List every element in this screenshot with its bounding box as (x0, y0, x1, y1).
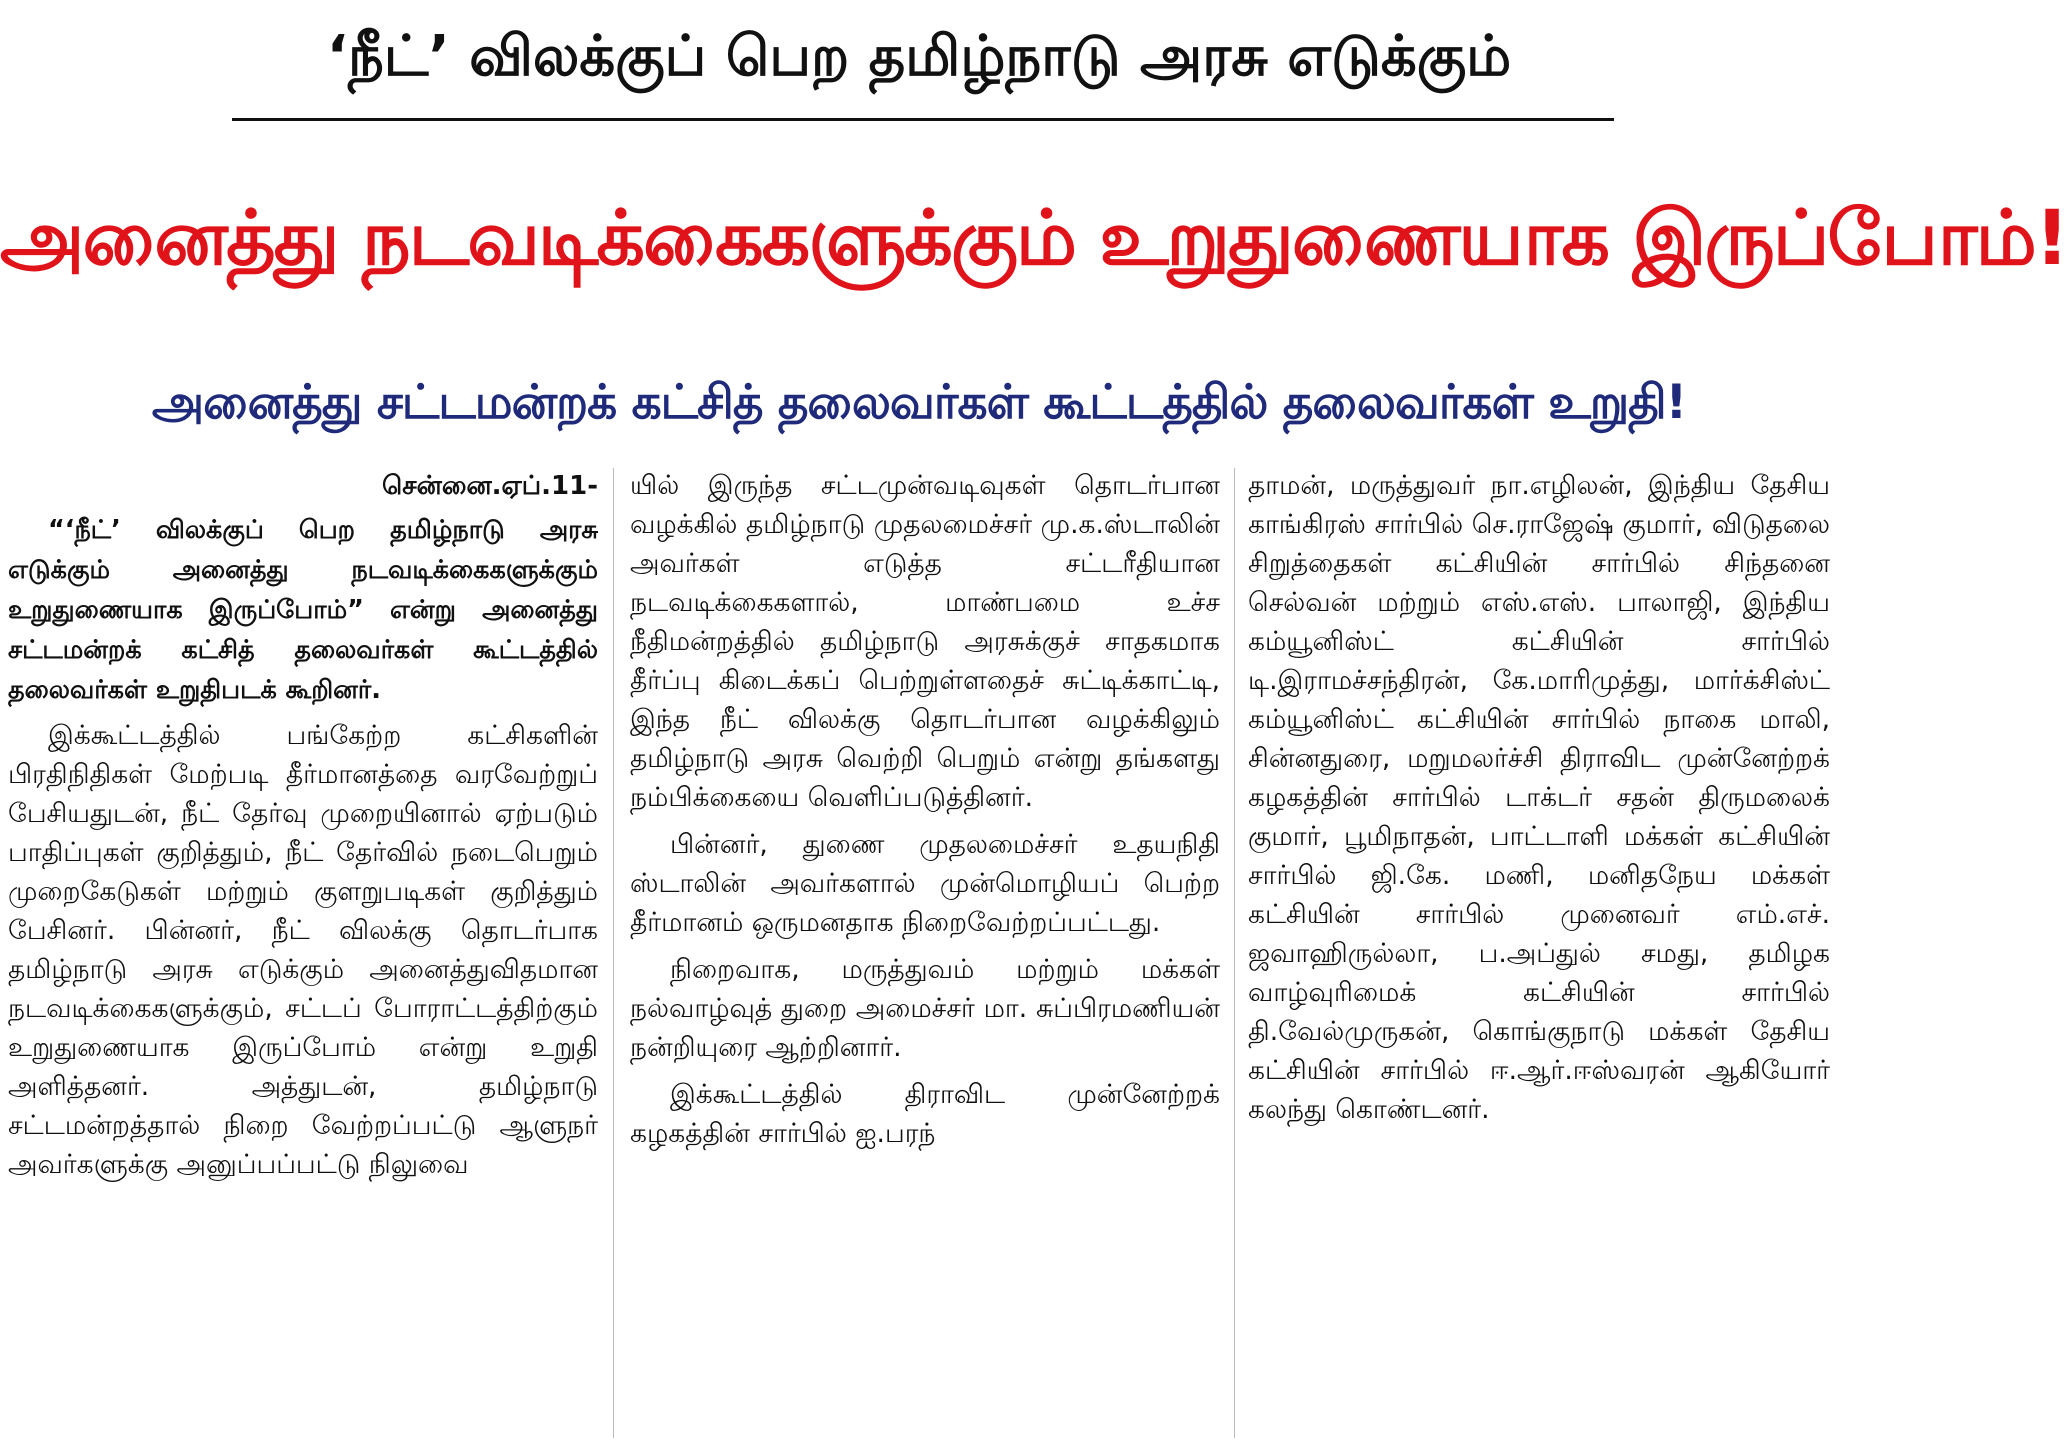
article-paragraph: இக்கூட்டத்தில் பங்கேற்ற கட்சிகளின் பிரதிநிதிகள் மேற்படி தீர்மானத்தை வரவேற்றுப் பேசியதுடன், நீட் தேர்வு முறையினால் ஏற்படும் பாதிப்புகள் குறித்தும், நீட் தேர்வில் நடைபெறும் முறைகேடுகள் மற்றும் குளறுபடிகள் குறித்தும் பேசினர். பின்னர், நீட் விலக்கு தொடர்பாக தமிழ்நாடு அரசு எடுக்கும் அனைத்துவிதமான நடவடிக்கைகளுக்கும், சட்டப் போராட்டத்திற்கும் உறுதுணையாக இருப்போம் என்று உறுதி அளித்தனர். அத்துடன், தமிழ்நாடு சட்டமன்றத்தால் நிறை வேற்றப்பட்டு ஆளுநர் அவர்களுக்கு அனுப்பப்பட்டு நிலுவை (8, 720, 598, 1180)
dateline: சென்னை.ஏப்.11- (382, 471, 598, 501)
main-headline: அனைத்து நடவடிக்கைகளுக்கும் உறுதுணையாக இருப்போம்! (0, 193, 2067, 282)
sub-headline: அனைத்து சட்டமன்றக் கட்சித் தலைவர்கள் கூட்டத்தில் தலைவர்கள் உறுதி! (151, 375, 1687, 430)
column-divider (613, 468, 614, 1438)
article-column-3 (1248, 466, 1830, 1446)
article-lead: “‘நீட்’ விலக்குப் பெற தமிழ்நாடு அரசு எடுக்கும் அனைத்து நடவடிக்கைகளுக்கும் உறுதுணையாக இருப்போம்” என்று அனைத்து சட்டமன்றக் கட்சித் தலைவர்கள் கூட்டத்தில் தலைவர்கள் உறுதிபடக் கூறினர். (8, 515, 598, 705)
article-paragraph: யில் இருந்த சட்டமுன்வடிவுகள் தொடர்பான வழக்கில் தமிழ்நாடு முதலமைச்சர் மு.க.ஸ்டாலின் அவர்கள் எடுத்த சட்டரீதியான நடவடிக்கைகளால், மாண்பமை உச்ச நீதிமன்றத்தில் தமிழ்நாடு அரசுக்குச் சாதகமாக தீர்ப்பு கிடைக்கப் பெற்றுள்ளதைச் சுட்டிக்காட்டி, இந்த நீட் விலக்கு தொடர்பான வழக்கிலும் தமிழ்நாடு அரசு வெற்றி பெறும் என்று தங்களது நம்பிக்கையை வெளிப்படுத்தினர். (630, 470, 1220, 813)
article-column-1 (8, 466, 598, 1446)
article-paragraph: இக்கூட்டத்தில் திராவிட முன்னேற்றக் கழகத்தின் சார்பில் ஐ.பரந் (630, 1079, 1220, 1149)
column-divider (1234, 468, 1235, 1438)
article-column-2 (630, 466, 1220, 1446)
article-body (8, 466, 1830, 1446)
kicker-underline (232, 118, 1614, 121)
article-paragraph: தாமன், மருத்துவர் நா.எழிலன், இந்திய தேசிய காங்கிரஸ் சார்பில் செ.ராஜேஷ் குமார், விடுதலை சிறுத்தைகள் கட்சியின் சார்பில் சிந்தனை செல்வன் மற்றும் எஸ்.எஸ். பாலாஜி, இந்திய கம்யூனிஸ்ட் கட்சியின் சார்பில் டி.இராமச்சந்திரன், கே.மாரிமுத்து, மார்க்சிஸ்ட் கம்யூனிஸ்ட் கட்சியின் சார்பில் நாகை மாலி, சின்னதுரை, மறுமலர்ச்சி திராவிட முன்னேற்றக் கழகத்தின் சார்பில் டாக்டர் சதன் திருமலைக் குமார், பூமிநாதன், பாட்டாளி மக்கள் கட்சியின் சார்பில் ஜி.கே. மணி, மனிதநேய மக்கள் கட்சியின் சார்பில் முனைவர் எம்.எச். ஜவாஹிருல்லா, ப.அப்துல் சமது, தமிழக வாழ்வுரிமைக் கட்சியின் சார்பில் தி.வேல்முருகன், கொங்குநாடு மக்கள் தேசிய கட்சியின் சார்பில் ஈ.ஆர்.ஈஸ்வரன் ஆகியோர் கலந்து கொண்டனர். (1248, 470, 1830, 1125)
article-paragraph: பின்னர், துணை முதலமைச்சர் உதயநிதி ஸ்டாலின் அவர்களால் முன்மொழியப் பெற்ற தீர்மானம் ஒருமனதாக நிறைவேற்றப்பட்டது. (630, 829, 1220, 938)
kicker-headline: ‘நீட்’ விலக்குப் பெற தமிழ்நாடு அரசு எடுக்கும் (326, 24, 1512, 89)
article-paragraph: நிறைவாக, மருத்துவம் மற்றும் மக்கள் நல்வாழ்வுத் துறை அமைச்சர் மா. சுப்பிரமணியன் நன்றியுரை ஆற்றினார். (630, 954, 1220, 1063)
